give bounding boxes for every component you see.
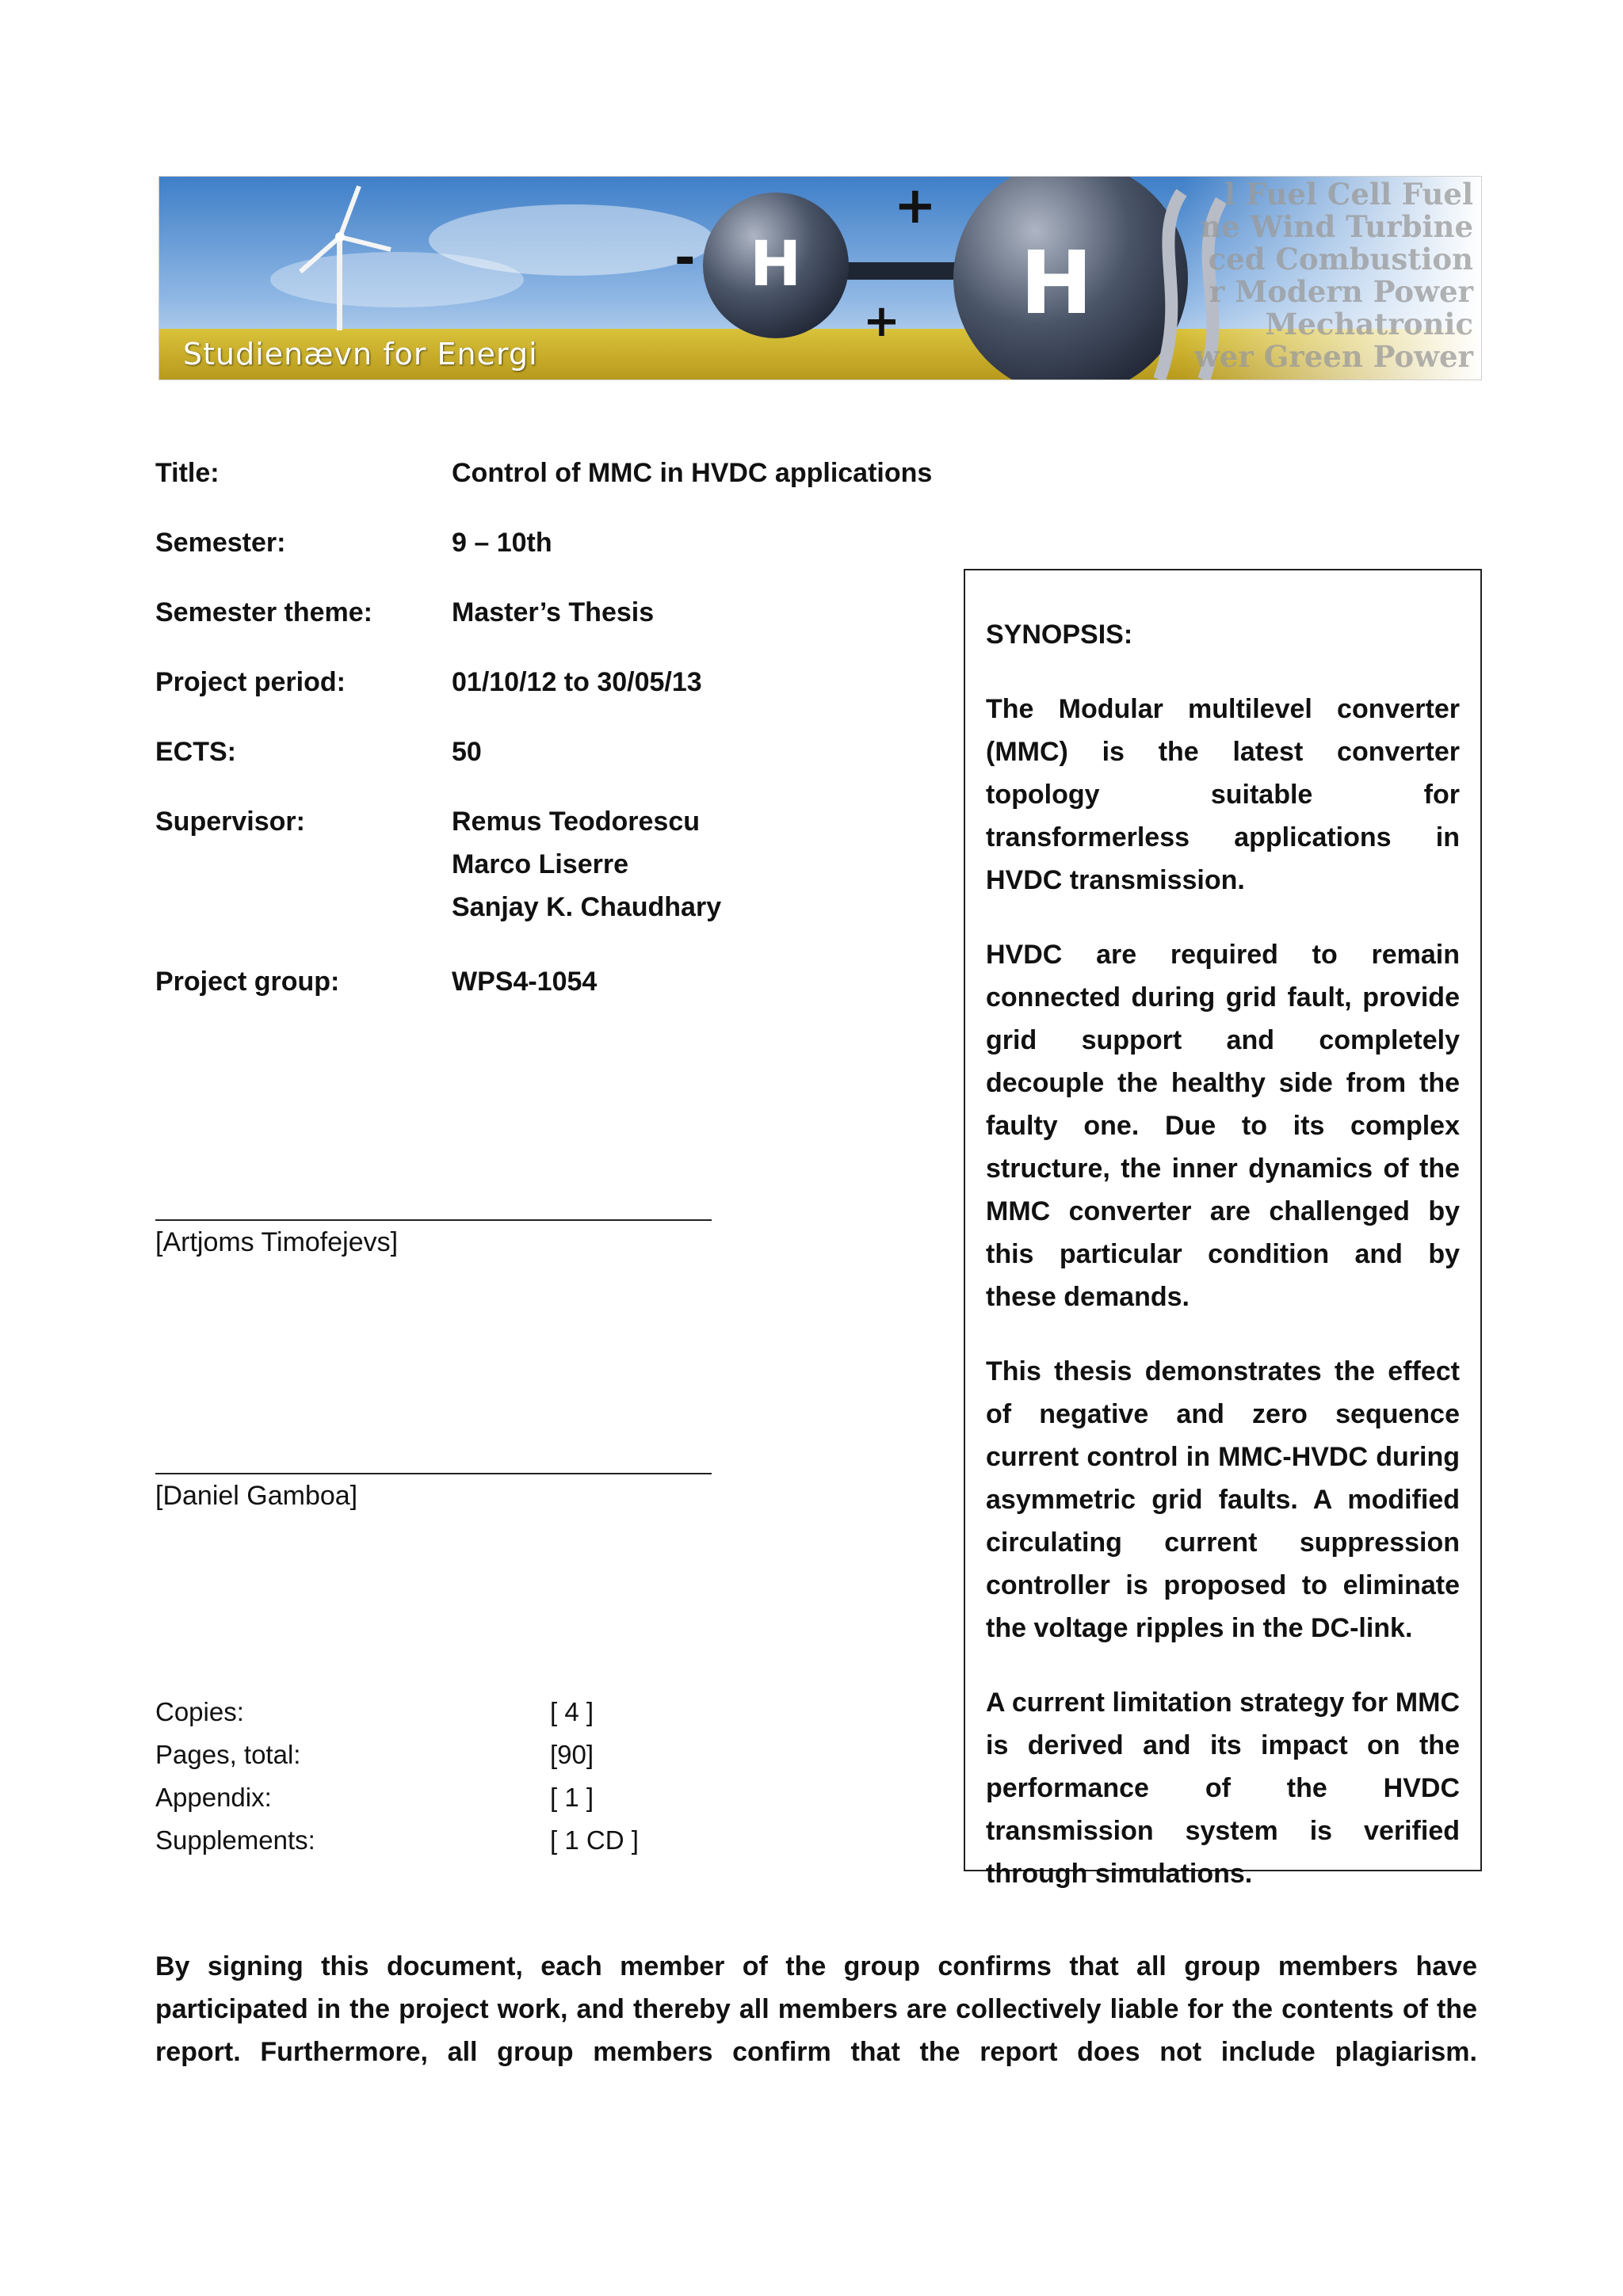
header-banner	[158, 176, 1482, 380]
field-value: Master’s Thesis	[452, 597, 655, 627]
synopsis-box	[964, 569, 1482, 1889]
banner-tag: ced Combustion	[1208, 242, 1473, 277]
synopsis-paragraph: The Modular multilevel converter (MMC) is the latest converter topology suitable for transformerless applications in HVDC transmission.	[986, 694, 1460, 895]
meta-label: Supplements:	[155, 1825, 315, 1855]
field-label: Supervisor:	[155, 807, 305, 837]
synopsis-paragraph: This thesis demonstrates the effect of negative and zero sequence current control in MMC-HVDC during asymmetric grid faults. A modified circulating current suppression controller is proposed to eliminate the voltage ripples in the DC-link.	[986, 1356, 1460, 1643]
field-value: WPS4-1054	[452, 967, 598, 997]
field-label: Semester:	[155, 528, 286, 558]
banner-tag: r Modern Power	[1209, 274, 1473, 309]
banner-tag: Mechatronic	[1265, 307, 1473, 341]
banner-tag: wer Green Power	[1193, 339, 1473, 374]
field-value: Control of MMC in HVDC applications	[452, 458, 933, 488]
meta-value: [90]	[550, 1740, 594, 1769]
atom-right-label: H	[1020, 232, 1094, 334]
field-label: Project group:	[155, 967, 340, 997]
field-value: 50	[452, 737, 482, 767]
meta-label: Appendix:	[155, 1783, 272, 1812]
plus-sign-top: +	[894, 177, 937, 235]
field-value: 9 – 10th	[452, 528, 552, 558]
atom-left-label: H	[750, 229, 802, 300]
minus-sign: -	[674, 229, 696, 288]
signature-line	[155, 1473, 712, 1474]
meta-label: Copies:	[155, 1697, 244, 1726]
meta-label: Pages, total:	[155, 1740, 301, 1769]
signature-name: [Artjoms Timofejevs]	[155, 1227, 399, 1257]
field-value: Sanjay K. Chaudhary	[452, 892, 722, 922]
banner-tag: ne Wind Turbine	[1200, 209, 1473, 244]
synopsis-heading: SYNOPSIS:	[986, 620, 1133, 650]
field-label: Semester theme:	[155, 597, 373, 627]
field-label: Project period:	[155, 667, 346, 697]
field-value: Marco Liserre	[452, 849, 628, 879]
synopsis-paragraph: HVDC are required to remain connected during grid fault, provide grid support and completely decouple the healthy side from the faulty one. Due to its complex structure, the inner dynamics of the MMC converter are challenged by this particular condition and by these demands.	[986, 940, 1460, 1312]
banner-tag: l Fuel Cell Fuel	[1224, 177, 1473, 212]
synopsis-paragraph: A current limitation strategy for MMC is derived and its impact on the performance of the HVDC transmission system is verified through simulations.	[986, 1688, 1460, 1889]
field-label: ECTS:	[155, 737, 236, 767]
meta-value: [ 1 ]	[550, 1783, 594, 1812]
field-label: Title:	[155, 458, 220, 488]
declaration-statement: By signing this document, each member of the group confirms that all group members have participated in the project work, and thereby all members are collectively liable for the contents of the report. Furthermore, all group members confirm that the report does not include plagiarism.	[155, 1951, 1477, 2067]
brand-text: Studienævn for Energi	[183, 337, 538, 372]
meta-value: [ 1 CD ]	[550, 1825, 639, 1855]
field-value: 01/10/12 to 30/05/13	[452, 667, 702, 697]
signature-name: [Daniel Gamboa]	[155, 1481, 358, 1511]
signature-line	[155, 1219, 712, 1221]
banner-tag-list	[1194, 178, 1473, 373]
plus-sign-bottom: +	[863, 296, 900, 347]
meta-value: [ 4 ]	[550, 1697, 594, 1726]
field-value: Remus Teodorescu	[452, 807, 701, 837]
